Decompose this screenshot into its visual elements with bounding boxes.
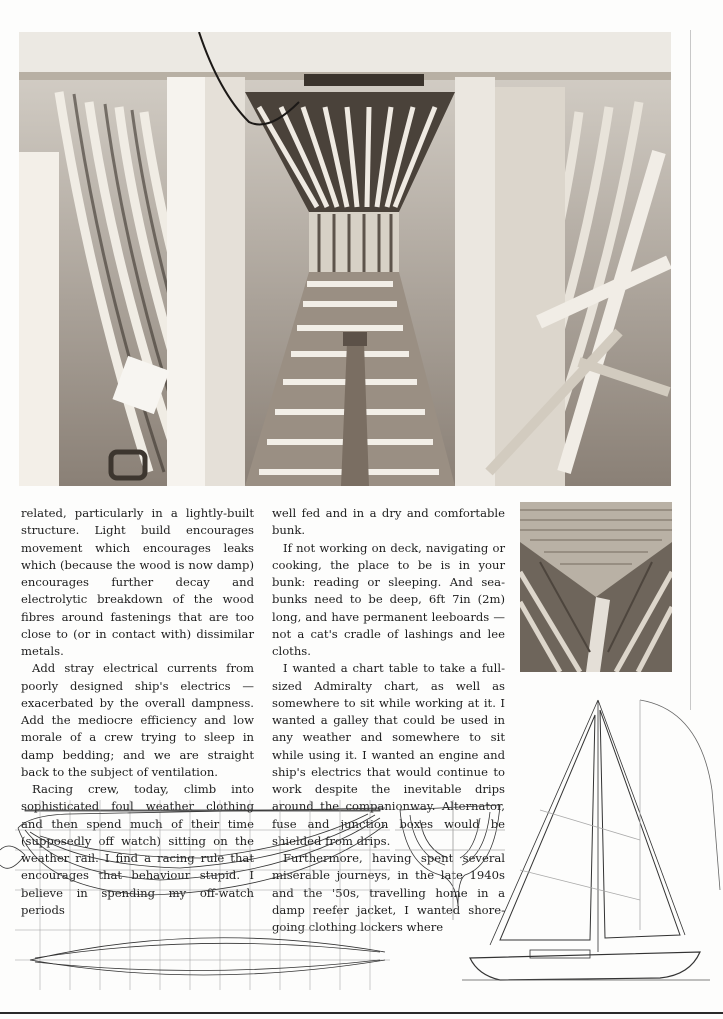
sail-plan bbox=[462, 700, 720, 980]
paragraph: I wanted a chart table to take a full-sized Admiralty chart, as well as somewhere to sit while working at it. I wanted a galley that could be used in any weather and somewhere to sit while using it. I wanted an engine and ship's electrics that would continue to work despite the inevitable drips around the companionway. Alternator, fuse and junction boxes would be shielded from drips. bbox=[272, 661, 505, 848]
yacht-design-drawings bbox=[0, 690, 723, 1010]
paragraph: Racing crew, today, climb into sophisticated foul weather clothing and then spend much of their time (supposedly off watch) sitting on the weather rail. I find a racing rule that encourages that behaviour stupid. I believe in spending my off-watch periods bbox=[21, 782, 254, 917]
page-bottom-rule bbox=[0, 1012, 723, 1014]
paragraph: Furthermore, having spent several miserable journeys, in the late 1940s and the '50s, travelling home in a damp reefer jacket, I wanted shore-going clothing lockers where bbox=[272, 851, 505, 934]
lines-plan-profile bbox=[0, 800, 390, 990]
hull-corner-detail-photo bbox=[520, 502, 672, 672]
paragraph: related, particularly in a lightly-built structure. Light build encourages movement which encourages leaks which (because the wood is now damp) encourages further decay and electrolytic breakdown of the wood fibres around fastenings that are too close to (or in contact with) dissimilar metals. bbox=[21, 506, 254, 658]
page-rule bbox=[690, 30, 691, 710]
paragraph: well fed and in a dry and comfortable bunk. bbox=[272, 506, 505, 538]
hull-interior-photo bbox=[19, 32, 671, 486]
paragraph: Add stray electrical currents from poorly designed ship's electrics — exacerbated by the overall dampness. Add the mediocre efficiency and low morale of a crew trying to sleep in damp bedding; and we are straight back to the subject of ventilation. bbox=[21, 661, 254, 779]
paragraph: If not working on deck, navigating or cooking, the place to be is in your bunk: reading or sleeping. And sea-bunks need to be deep, 6ft 7in (2m) long, and have permanent leeboards — not a cat's cradle of lashings and lee cloths. bbox=[272, 540, 505, 658]
body-plan-sections bbox=[395, 800, 505, 920]
